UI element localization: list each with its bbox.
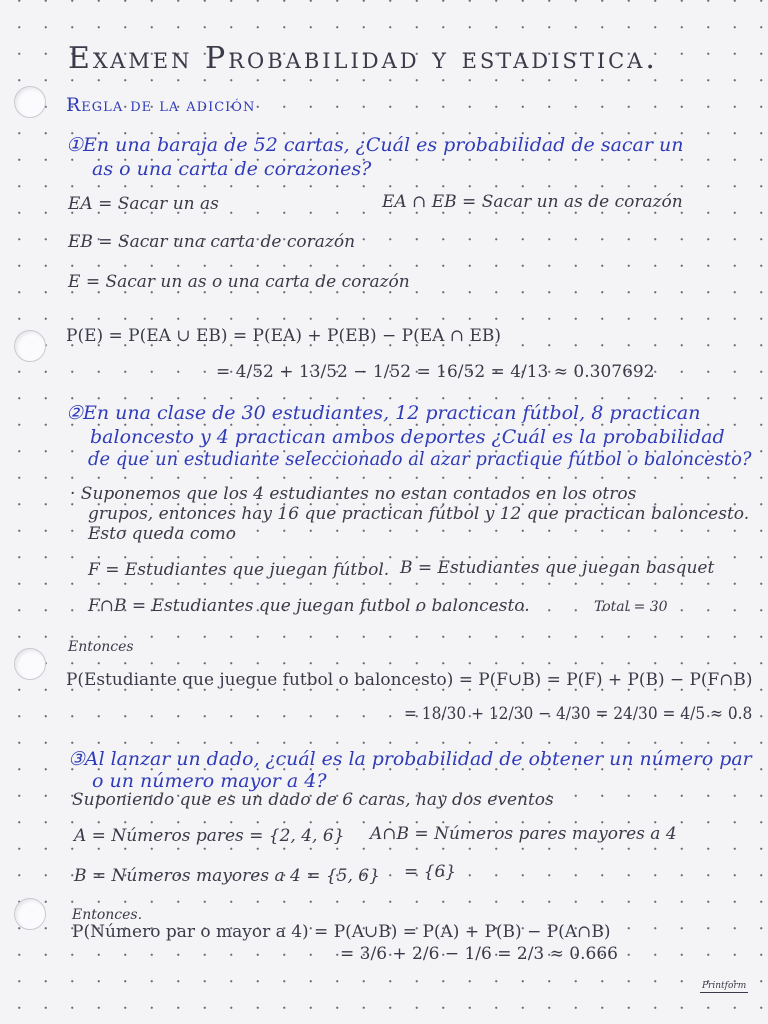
q1-result: = 4/52 + 13/52 − 1/52 = 16/52 = 4/13 ≈ 0.307692: [216, 362, 655, 382]
q3-event-a-and-b-value: = {6}: [404, 862, 457, 882]
q1-formula: P(E) = P(EA ∪ EB) = P(EA) + P(EB) − P(EA ∩ EB): [66, 326, 502, 346]
q3-statement-line2: o un número mayor a 4?: [92, 770, 327, 792]
q2-formula: P(Estudiante que juegue futbol o baloncesto) = P(F∪B) = P(F) + P(B) − P(F∩B): [66, 670, 753, 690]
q2-total: Total = 30: [594, 599, 668, 615]
q2-assumption-line3: Esto queda como: [88, 524, 237, 544]
q2-assumption-line2: grupos, entonces hay 16 que practican fútbol y 12 que practican baloncesto.: [88, 504, 750, 524]
binder-hole: [14, 898, 46, 930]
q1-event-b: EB = Sacar una carta de corazón: [68, 232, 356, 252]
q2-assumption-line1: · Suponemos que los 4 estudiantes no estan contados en los otros: [70, 484, 637, 504]
q2-statement-line1: ②En una clase de 30 estudiantes, 12 practican fútbol, 8 practican: [66, 402, 701, 424]
q3-formula: P(Número par o mayor a 4) = P(A∪B) = P(A) + P(B) − P(A∩B): [72, 922, 611, 942]
q3-event-a: A = Números pares = {2, 4, 6}: [74, 826, 345, 846]
q1-event-e: E = Sacar un as o una carta de corazón: [68, 272, 410, 292]
binder-hole: [14, 86, 46, 118]
q3-event-b: B = Números mayores a 4 = {5, 6}: [74, 866, 380, 886]
page-title: Examen Probabilidad y estadistica.: [68, 41, 658, 76]
q2-result: = 18/30 + 12/30 − 4/30 = 24/30 = 4/5 ≈ 0.8: [404, 704, 753, 724]
q2-statement-line3: de que un estudiante seleccionado al azar practique fútbol o baloncesto?: [88, 448, 752, 470]
q2-event-f: F = Estudiantes que juegan fútbol.: [88, 560, 390, 580]
q1-event-a: EA = Sacar un as: [68, 194, 219, 214]
q1-statement-line1: ①En una baraja de 52 cartas, ¿Cuál es probabilidad de sacar un: [66, 134, 684, 156]
q1-event-a-and-b: EA ∩ EB = Sacar un as de corazón: [382, 192, 683, 212]
q3-entonces: Entonces.: [72, 907, 143, 923]
q3-result: = 3/6 + 2/6 − 1/6 = 2/3 ≈ 0.666: [340, 944, 618, 964]
q2-entonces: Entonces: [68, 639, 134, 655]
q3-statement-line1: ③Al lanzar un dado, ¿cuál es la probabilidad de obtener un número par: [68, 748, 752, 770]
q2-event-b: B = Estudiantes que juegan basquet: [400, 558, 715, 578]
binder-hole: [14, 330, 46, 362]
q2-statement-line2: baloncesto y 4 practican ambos deportes ¿Cuál es la probabilidad: [90, 426, 725, 448]
q3-event-a-and-b: A∩B = Números pares mayores a 4: [370, 824, 677, 844]
printform-brand-mark: Printform: [702, 981, 747, 991]
binder-hole: [14, 648, 46, 680]
q3-assumption: Suponiendo que es un dado de 6 caras, hay dos eventos: [72, 790, 554, 810]
q2-event-f-and-b: F∩B = Estudiantes que juegan futbol o baloncesto.: [88, 596, 530, 616]
section-heading: Regla de la adición: [66, 94, 256, 116]
q1-statement-line2: as o una carta de corazones?: [92, 158, 372, 180]
